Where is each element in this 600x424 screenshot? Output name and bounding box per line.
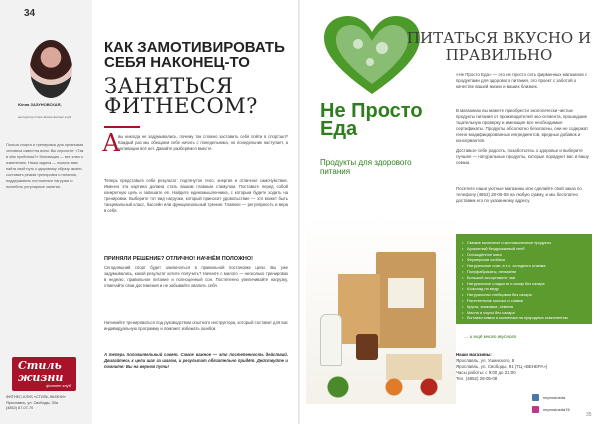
author-avatar xyxy=(30,40,72,98)
page-number-left: 34 xyxy=(24,8,36,19)
article-paragraph: Начинайте тренироваться под руководством опытного инструктора, который составит для вас индивидуальную программу и поможет избежать ошибок. xyxy=(104,320,288,331)
vegetables xyxy=(310,374,450,400)
article-title-upper: КАК ЗАМОТИВИРОВАТЬ СЕБЯ НАКОНЕЦ-ТО xyxy=(104,39,285,71)
bullet-icon: • xyxy=(462,257,464,263)
feature-item: • Фермерская колбаса xyxy=(462,257,505,263)
right-page xyxy=(300,0,600,424)
feature-item: • Шоколад на меду xyxy=(462,286,499,292)
drop-cap: А xyxy=(102,129,121,157)
ad-headline: ПИТАТЬСЯ ВКУСНО И ПРАВИЛЬНО xyxy=(406,29,592,64)
article-paragraph: Теперь представьте себе результат: подтянутое тело, энергия и отличное самочувствие. Именно эта картина должна стать вашим главным стимулом. Поставьте перед собой конкретную цель и запишите её. Найдите единомышленника, с которым будете ходить на тренировки. Выберите тот вид нагрузки, который приносит удовольствие — это может быть танцевальный класс, бассейн или функциональный тренинг. Главное — регулярность и вера в себя. xyxy=(104,178,288,213)
social-label: neprostoeda xyxy=(543,395,566,400)
bullet-icon: • xyxy=(462,309,464,315)
bullet-icon: • xyxy=(462,251,464,257)
bullet-icon: • xyxy=(462,240,464,245)
ad-paragraph: Доставьте себе радость, позаботьтесь о здоровье и выберите лучшее — натуральные продукты, которые порадуют вас и вашу семью. xyxy=(456,148,589,165)
contact-line: (4852) 67-07-70 xyxy=(6,406,34,410)
author-role: инструктор Стиль Жизни фитнес клуб xyxy=(18,115,72,119)
feature-item: • Свежие молочные и кисломолочные продукты xyxy=(462,240,552,245)
feature-item: • Крупы, злаковые, семена xyxy=(462,303,513,309)
article-closing: А теперь положительный совет. Самое важное — это постепенность действий. Двигайтесь к цели шаг за шагом, и результат обязательно придёт. Действуйте и помните: Вы на верном пути! xyxy=(104,352,288,369)
bullet-icon: • xyxy=(462,263,464,269)
feature-item: • Охлаждённое мясо xyxy=(462,251,503,257)
brand-name: Не Просто Еда xyxy=(320,100,423,140)
social-label: neprostoeda76 xyxy=(543,407,570,412)
ad-paragraph: В магазинах вы можете приобрести экологически чистые продукты питания от производителей эко-сегмента, прошедшие тщательную проверку и имеющие все необходимые сертификаты. Продукты абсолютно безопасны, они не содержат генно-модифицированных ингредиентов, вредных добавок и консервантов. xyxy=(456,108,589,143)
club-contact xyxy=(6,395,88,412)
feature-item: • Натуральные сладости и сахар без сахара xyxy=(462,280,545,286)
article-paragraph: вы никогда не задумывались, почему так сложно заставить себя пойти в спортзал? Каждый раз мы обещаем себе начать с понедельника, но понедельник наступает, а мотивации всё нет. Давайте разберёмся вместе. xyxy=(118,134,288,151)
shops-info xyxy=(456,352,592,382)
vk-icon xyxy=(532,394,539,401)
feature-item: • Ароматный бездрожжевой хлеб xyxy=(462,245,525,251)
social-link-vk[interactable] xyxy=(532,394,596,401)
milk-bottle xyxy=(320,314,342,366)
feature-item: • Полуфабрикаты, пельмени xyxy=(462,268,517,274)
contact-line: Ярославль, ул. Свободы, 30а xyxy=(6,400,58,405)
author-sidebar xyxy=(0,0,92,424)
article-paragraph: Сегодняшний спорт будет заключаться в правильной постановке цели. Вы уже задумывались, какой результат хотите получить? Начните с малого — несколько тренировок в неделю, правильное питание и полноценный сон. Постепенно увеличивайте нагрузку, отмечайте свои достижения и не забывайте хвалить себя. xyxy=(104,265,288,288)
brand-tagline: Продукты для здорового питания xyxy=(320,158,412,176)
bullet-icon: • xyxy=(462,303,464,309)
shop-line: Ярославль, ул. Свободы, 91 (ТЦ «ВЕНЕРА») xyxy=(456,364,548,369)
fitness-club-logo xyxy=(12,357,76,391)
feature-item: • Бытовая химия и косметика на природных компонентах xyxy=(462,315,569,321)
shop-line: Ярославль, ул. Ушинского, 8 xyxy=(456,358,515,363)
shops-title: Наши магазины: xyxy=(456,352,492,357)
shop-hours: Часы работы: с 9:00 до 21:00 xyxy=(456,370,516,375)
bullet-icon: • xyxy=(462,315,464,321)
instagram-icon xyxy=(532,406,539,413)
ad-paragraph: «Не Просто Еда» — это не просто сеть фирменных магазинов с продуктами для здорового питания, это проект с заботой о качестве вашей жизни и ваших близких. xyxy=(456,72,588,89)
article-subheading: ПРИНЯЛИ РЕШЕНИЕ? ОТЛИЧНО! НАЧНЁМ ПОЛОЖНО! xyxy=(104,256,254,262)
article-title-main: ЗАНЯТЬСЯ ФИТНЕСОМ? xyxy=(104,74,258,118)
sidebar-intro-text: Польза спорта и тренировок для организма человека известна всем. Вы спросите: «Так в чём проблема?» Мотивация — вот ключ к изменению. Наша задача — помочь вам найти свой путь к здоровому образу жизни, составить режим тренировок и питания, поддерживать постоянные нагрузки и полюбить регулярные занятия. xyxy=(6,143,84,189)
logo-sub-text: фитнес клуб xyxy=(46,383,71,388)
title-divider xyxy=(104,126,140,128)
feature-item: • Большой ассортимент чая xyxy=(462,274,515,280)
features-box xyxy=(456,234,592,324)
bullet-icon: • xyxy=(462,280,464,286)
contact-line: ФИТНЕС-КЛУБ «СТИЛЬ ЖИЗНИ» xyxy=(6,395,66,399)
bullet-icon: • xyxy=(462,292,464,298)
bullet-icon: • xyxy=(462,286,464,292)
ad-paragraph: Посетите наши уютные магазины или сделайте свой заказ по телефону (4852) 28-05-08 на любую сумму, и мы бесплатно доставим его по указанному адресу. xyxy=(456,186,582,203)
feature-item: • Натуральные соки, в т.ч. холодного отжима xyxy=(462,263,546,269)
page-number-right: 35 xyxy=(586,412,592,418)
feature-item: • Масла и соусы без сахара xyxy=(462,309,515,315)
feature-item: • Натуральная хлебцовая без сахара xyxy=(462,292,532,298)
shop-phone: Тел. (4852) 28-05-08 xyxy=(456,376,498,381)
bullet-icon: • xyxy=(462,245,464,251)
bullet-icon: • xyxy=(462,274,464,280)
logo-main-text: Стиль жизни xyxy=(18,359,64,384)
bullet-icon: • xyxy=(462,268,464,274)
features-footer: … и ещё много вкусного xyxy=(464,334,517,339)
bullet-icon: • xyxy=(462,297,464,303)
feature-item: • Растительное молоко и сливки xyxy=(462,297,523,303)
honey-jar xyxy=(356,334,378,360)
bag-label xyxy=(388,278,424,308)
product-photo xyxy=(306,214,456,404)
author-name: Юлия ЗАЗУНОВСКАЯ, xyxy=(18,102,62,107)
